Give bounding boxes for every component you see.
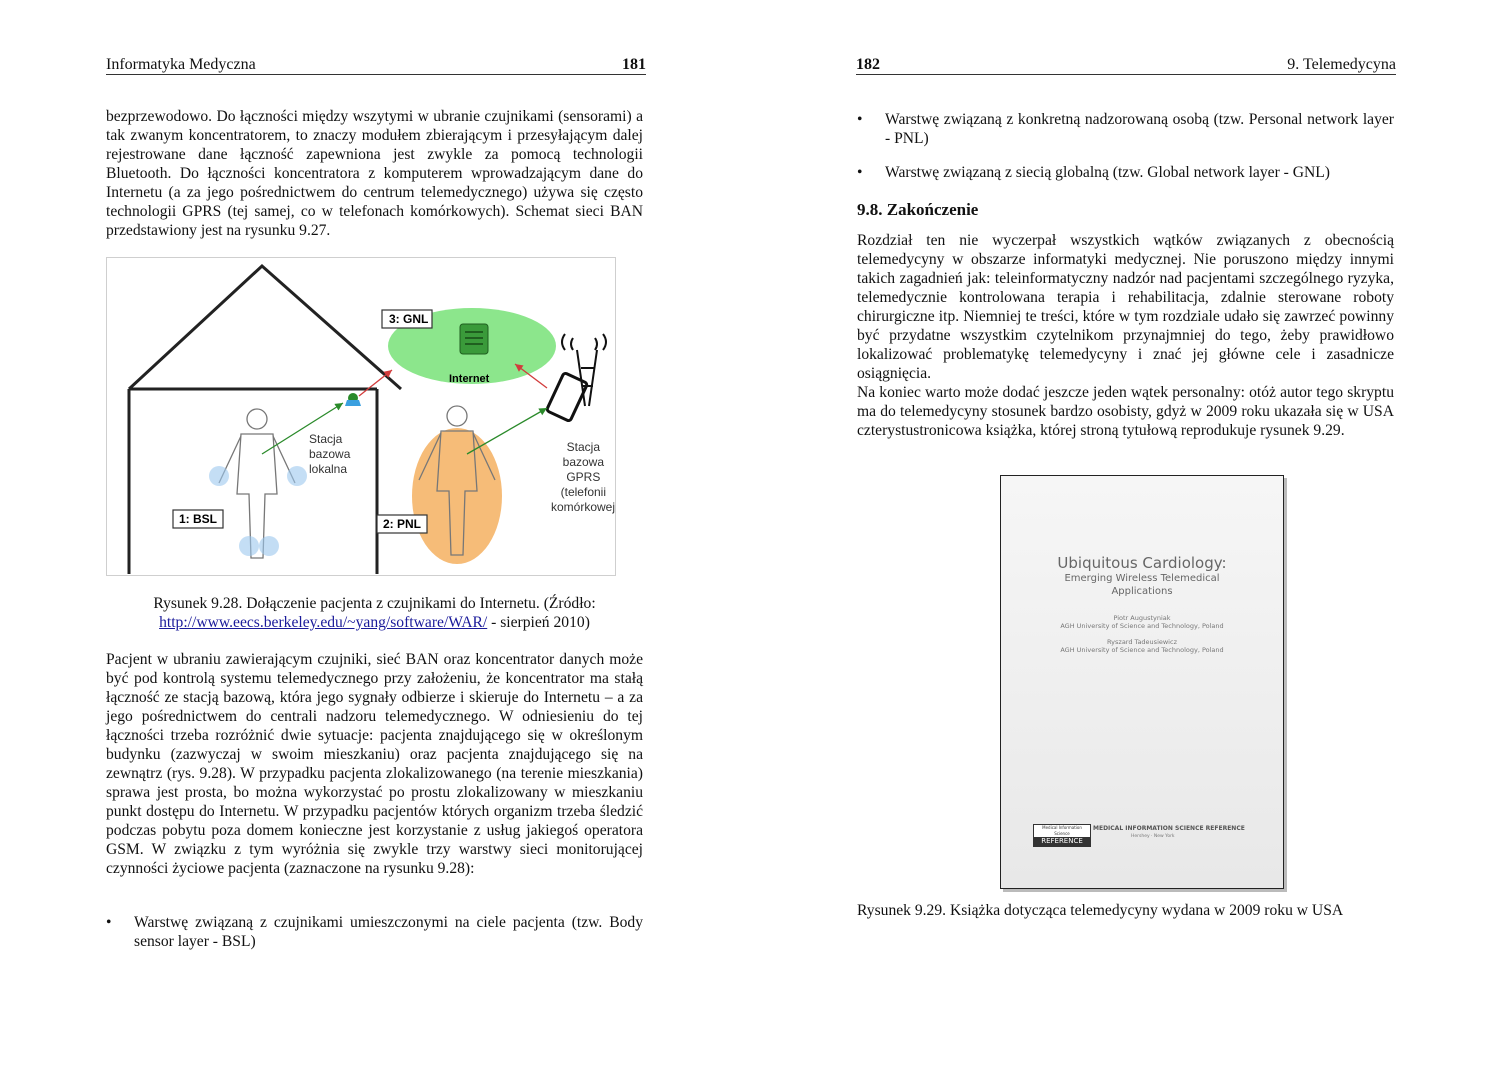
local-station-icon xyxy=(345,393,361,406)
paragraph-personal-note: Na koniec warto może dodać jeszcze jeden wątek personalny: otóż autor tego skryptu ma do telemedycyny stosunek bardzo osobisty, gdyż w 2009 roku ukazała się w USA czterystustronicowa książka, której stroną tytułową reprodukuje rysunek 9.29. xyxy=(857,384,1394,439)
patient-figure-indoor xyxy=(219,409,295,558)
caption-tail: - sierpień 2010) xyxy=(487,614,590,631)
sensor-glow-indoor xyxy=(209,466,307,556)
bullet-dot: • xyxy=(857,111,863,128)
book-affiliation-2: AGH University of Science and Technology, Poland xyxy=(1060,646,1224,654)
publisher-logo xyxy=(1033,824,1091,847)
pnl-zone xyxy=(412,428,502,564)
right-page-header xyxy=(856,52,1396,75)
paragraph-patient-connectivity: Pacjent w ubraniu zawierającym czujniki, sieć BAN oraz koncentrator danych może być pod kontrolą systemu telemedycznego przy założeniu, że koncentrator ma stałą łączność ze stacją bazową, która jego sygnały odbierze i skieruje do Internetu – a za jego pośrednictwem do centrali nadzoru telemedycznego. W odniesieniu do tej łączności trzeba rozróżnić dwie sytuacje: pacjenta znajdującego się w określonym budynku (zazwyczaj w swoim mieszkaniu) oraz pacjenta znajdującego się na zewnątrz (rys. 9.28). W przypadku pacjenta zlokalizowanego (na terenie mieszkania) sprawa jest prosta, bo można wykorzystać po prostu zlokalizowany w mieszkaniu punkt dostępu do Internetu. W przypadku pacjentów których organizm trzeba śledzić podczas pobytu poza domem konieczne jest korzystanie z usług jakiegoś operatora GSM. W związku z tym wyróżnia się zwykle trzy warstwy sieci monitorującej czynności życiowe pacjenta (zaznaczone na rysunku 9.28): xyxy=(106,651,643,877)
figure-caption-9-28 xyxy=(106,594,643,632)
internet-label: Internet xyxy=(449,373,490,385)
bullet-dot: • xyxy=(106,914,112,931)
publisher-logo-small: Medical Information Science xyxy=(1042,825,1082,836)
caption-line2 xyxy=(106,613,643,632)
left-page-number: 181 xyxy=(622,56,646,73)
figure-caption-9-29: Rysunek 9.29. Książka dotycząca telemedycyny wydana w 2009 roku w USA xyxy=(857,902,1344,919)
book-affiliation-1: AGH University of Science and Technology, Poland xyxy=(1060,622,1224,630)
left-header-title: Informatyka Medyczna xyxy=(106,56,256,73)
bullet-pnl-text: Warstwę związaną z konkretną nadzorowaną osobą (tzw. Personal network layer - PNL) xyxy=(885,111,1394,147)
publisher-place: Hershey · New York xyxy=(1131,834,1175,839)
gnl-label: 3: GNL xyxy=(389,312,429,326)
right-page-number: 182 xyxy=(856,56,880,73)
book-author-2: Ryszard Tadeusiewicz xyxy=(1107,638,1177,646)
paragraph-conclusion: Rozdział ten nie wyczerpał wszystkich wątków związanych z obecnością telemedycyny w obszarze informatyki medycznej. Nie poruszono między innymi takich zagadnień jak: teleinformatyczny nadzór nad pacjentami szczególnego ryzyka, telemedycznie kontrolowana terapia i rehabilitacja, zdalnie sterowane roboty chirurgiczne itp. Niemniej te treści, które w tym rozdziale udało się zawrzeć powinny być przydatne wszystkim czytelnikom przynajmniej do tego, żeby prawidłowo lokalizować problematykę telemedycyny i znać jej główne cele i zasadnicze osiągnięcia. xyxy=(857,232,1394,382)
caption-line1: Rysunek 9.28. Dołączenie pacjenta z czujnikami do Internetu. (Źródło: xyxy=(153,595,596,612)
ban-network-diagram xyxy=(107,258,615,575)
figure-ban-network xyxy=(106,257,616,576)
bullet-gnl-text: Warstwę związaną z siecią globalną (tzw. Global network layer - GNL) xyxy=(885,164,1330,181)
book-subtitle-1: Emerging Wireless Telemedical xyxy=(1064,573,1220,584)
right-header-title: 9. Telemedycyna xyxy=(1287,56,1396,73)
source-link[interactable]: http://www.eecs.berkeley.edu/~yang/software/WAR/ xyxy=(159,614,488,631)
book-author-1: Piotr Augustyniak xyxy=(1113,614,1171,622)
bullet-bsl-text: Warstwę związaną z czujnikami umieszczonymi na ciele pacjenta (tzw. Body sensor layer - BSL) xyxy=(134,914,643,950)
right-page xyxy=(750,0,1500,1066)
arrow-body-to-gprs xyxy=(467,408,547,454)
publisher-name: MEDICAL INFORMATION SCIENCE REFERENCE xyxy=(1093,825,1245,832)
book-title: Ubiquitous Cardiology: xyxy=(1057,554,1227,572)
book-subtitle-2: Applications xyxy=(1111,586,1173,597)
publisher-logo-text: REFERENCE xyxy=(1034,837,1090,846)
section-title: 9.8. Zakończenie xyxy=(857,200,979,219)
book-cover-image xyxy=(1000,475,1284,889)
house-roof xyxy=(129,266,401,389)
pnl-label: 2: PNL xyxy=(383,517,422,531)
paragraph-ban-intro: bezprzewodowo. Do łączności między wszytymi w ubranie czujnikami (sensorami) a tak zwanym koncentratorem, to znaczy modułem zbierającym i przesyłającym dalej rejestrowane dane łączność zapewniona jest zwykle za pomocą technologii Bluetooth. Do łączności koncentratora z komputerem wprowadzającym dane do Internetu (a za jego pośrednictwem do centrum telemedycznego) używa się często technologii GPRS (tej samej, co w telefonach komórkowych). Schemat sieci BAN przedstawiony jest na rysunku 9.27. xyxy=(106,108,643,239)
local-station-label: Stacja bazowa lokalna xyxy=(309,432,351,476)
server-icon xyxy=(460,324,488,354)
gprs-station-label: Stacja bazowa GPRS (telefonii komórkowej) xyxy=(550,440,615,514)
bsl-label: 1: BSL xyxy=(179,512,218,526)
left-page-header xyxy=(106,52,646,75)
bullet-dot: • xyxy=(857,164,863,181)
